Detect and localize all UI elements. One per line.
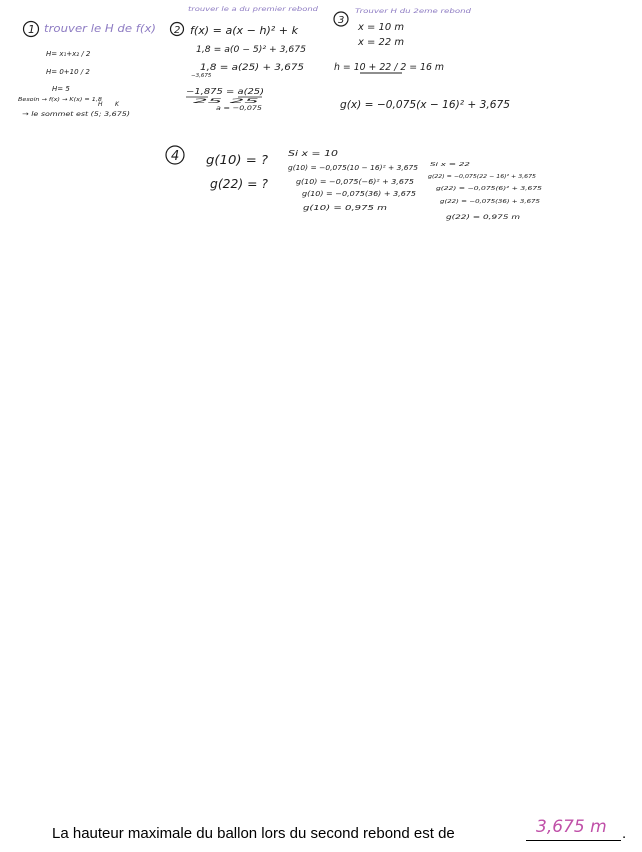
work-line: H= 0+10 / 2	[46, 68, 90, 76]
step-number: 4	[171, 149, 180, 164]
answer-period: .	[622, 825, 627, 842]
work-line: x = 22 m	[356, 37, 404, 48]
work-line: Si x = 22	[430, 162, 471, 168]
work-line: h = 10 + 22 / 2 = 16 m	[334, 62, 445, 73]
work-line: Si x = 10	[288, 149, 338, 158]
work-line: −1,875 = a(25)	[186, 87, 265, 96]
work-line: f(x) = a(x − h)² + k	[190, 24, 299, 37]
step-4	[166, 146, 543, 221]
label-k: K	[115, 101, 119, 108]
answer-blank[interactable]	[526, 817, 621, 841]
step-1	[18, 22, 156, 119]
work-line: H= x₁+x₂ / 2	[46, 50, 91, 58]
label-h: H	[98, 101, 103, 108]
work-line: g(10) = −0,075(10 − 16)² + 3,675	[288, 164, 419, 172]
work-line: x = 10 m	[356, 22, 404, 33]
step-number: 3	[338, 15, 345, 26]
work-line: g(x) = −0,075(x − 16)² + 3,675	[340, 98, 510, 111]
work-line: g(10) = 0,975 m	[303, 204, 388, 212]
work-line: 1,8 = a(25) + 3,675	[200, 63, 304, 73]
work-line: g(22) = −0,075(22 − 16)² + 3,675	[428, 174, 524, 180]
question: g(22) = ?	[210, 177, 269, 191]
step-title: trouver le a du premier rebond	[188, 6, 319, 13]
answer-line	[52, 817, 632, 848]
work-line: Besoin → f(x) → K(x) = 1,8	[18, 97, 103, 103]
work-line: → le sommet est (5; 3,675)	[22, 110, 130, 118]
work-line: a = −0,075	[216, 104, 262, 112]
step-3	[334, 7, 510, 111]
work-line: −3,675	[191, 73, 212, 79]
work-line: 25 25	[193, 98, 260, 105]
step-number: 2	[174, 25, 181, 36]
step-title: trouver le H de f(x)	[44, 22, 156, 35]
work-line: H= 5	[52, 85, 70, 93]
work-line: g(22) = −0,075(36) + 3,675	[440, 199, 541, 205]
answer-value: 3,675 m	[536, 817, 607, 837]
work-line: g(22) = −0,075(6)² + 3,675	[436, 186, 514, 192]
work-line: g(10) = −0,075(−6)² + 3,675	[296, 178, 415, 186]
step-number: 1	[28, 23, 35, 36]
answer-sentence: La hauteur maximale du ballon lors du second rebond est de	[52, 825, 455, 842]
work-line: g(10) = −0,075(36) + 3,675	[302, 190, 417, 198]
work-line: 1,8 = a(0 − 5)² + 3,675	[196, 45, 306, 55]
question: g(10) = ?	[206, 153, 269, 167]
step-title: Trouver H du 2eme rebond	[355, 7, 473, 15]
work-line: g(22) = 0,975 m	[446, 214, 521, 221]
step-2	[171, 6, 319, 112]
